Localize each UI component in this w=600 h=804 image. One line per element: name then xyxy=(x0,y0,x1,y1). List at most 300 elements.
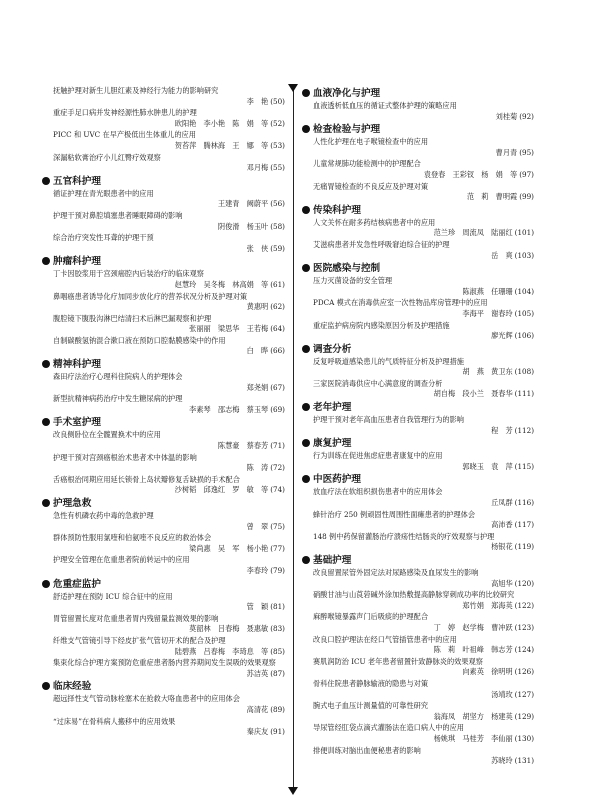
section-title: 基础护理 xyxy=(313,555,352,566)
article-authors: 陈淑燕 任珊珊 xyxy=(462,286,513,296)
section-title: 手术室护理 xyxy=(53,417,101,429)
article-authors: 李素琴 邵志梅 蔡玉琴 xyxy=(189,404,269,414)
article-authors: 郑竹娟 郑海英 xyxy=(462,600,513,610)
article-meta xyxy=(53,602,285,613)
section-bullet-icon xyxy=(302,125,310,133)
toc-entry[interactable] xyxy=(313,679,534,700)
toc-entry[interactable] xyxy=(53,153,285,174)
article-page-number: (58) xyxy=(270,221,285,231)
toc-entry[interactable] xyxy=(53,533,285,554)
article-title: 护理安全管理在危重患者院前转运中的应用 xyxy=(53,555,190,565)
section-bullet-icon xyxy=(42,580,50,588)
toc-entry[interactable] xyxy=(53,592,285,613)
article-title: “过床易”在骨科病人搬移中的应用效果 xyxy=(53,716,176,726)
toc-entry[interactable] xyxy=(313,276,534,297)
section-heading xyxy=(302,554,534,568)
toc-right-column xyxy=(313,86,534,768)
article-title: 护理干预对鼻腔填塞患者睡眠障碍的影响 xyxy=(53,210,183,220)
toc-entry[interactable] xyxy=(313,723,534,744)
toc-entry[interactable] xyxy=(313,612,534,633)
article-page-number: (104) xyxy=(514,286,534,296)
article-title: 超远择性支气管动脉栓塞术在抢救大咯血患者中的应用体会 xyxy=(53,694,240,704)
article-page-number: (119) xyxy=(514,542,534,552)
article-authors: 陈慧豪 蔡春芳 xyxy=(217,441,269,451)
article-title: 深漏粘软膏治疗小儿红臀疗效观察 xyxy=(53,152,161,162)
toc-entry[interactable] xyxy=(313,451,534,472)
article-authors: 梁尚惠 吴 军 杨小艳 xyxy=(189,543,269,553)
toc-entry[interactable] xyxy=(53,130,285,151)
article-page-number: (97) xyxy=(519,169,534,179)
article-page-number: (99) xyxy=(519,192,534,202)
article-authors: 沙树韬 邱逸红 罗 敏 等 xyxy=(174,485,269,495)
toc-entry[interactable] xyxy=(53,269,285,290)
article-meta xyxy=(313,712,534,723)
article-meta xyxy=(53,324,285,335)
article-title: 重症手足口病并发神经源性肺水肿患儿的护理 xyxy=(53,108,197,118)
article-page-number: (75) xyxy=(270,521,285,531)
article-authors: 曹月青 xyxy=(495,147,518,157)
section-title: 危重症监护 xyxy=(53,578,101,590)
article-authors: 阴俊滑 杨玉叶 xyxy=(217,221,269,231)
article-title: 硝酸甘油与山莨菪碱外涂加热敷提高静脉穿刺成功率的比较研究 xyxy=(313,590,515,600)
article-title: 鼻咽癌患者诱导化疗加同步放化疗的营养状况分析及护理对策 xyxy=(53,291,248,301)
toc-entry[interactable] xyxy=(313,415,534,436)
article-meta xyxy=(53,163,285,174)
section-heading xyxy=(302,123,534,137)
toc-entry[interactable] xyxy=(313,101,534,122)
article-page-number: (111) xyxy=(514,389,534,399)
toc-entry[interactable] xyxy=(313,746,534,767)
toc-entry[interactable] xyxy=(313,635,534,656)
column-divider-line xyxy=(293,84,294,787)
section-bullet-icon xyxy=(42,177,50,185)
toc-entry[interactable] xyxy=(313,379,534,400)
section-title: 调查分析 xyxy=(313,343,352,355)
divider-arrow-bottom-icon xyxy=(288,787,298,795)
section-bullet-icon xyxy=(302,206,310,214)
section-bullet-icon xyxy=(42,682,50,690)
article-page-number: (87) xyxy=(270,668,285,678)
article-title: 集束化综合护理方案预防危重症患者肠内营养期间发生误吸的效果观察 xyxy=(53,658,276,668)
article-meta xyxy=(313,690,534,701)
toc-entry[interactable] xyxy=(313,532,534,553)
article-authors: 杨银花 xyxy=(491,542,513,552)
article-page-number: (131) xyxy=(514,756,534,766)
article-authors: 胡自梅 段小兰 聂春华 xyxy=(433,389,513,399)
toc-entry[interactable] xyxy=(53,372,285,393)
article-authors: 汤靖玫 xyxy=(491,689,513,699)
toc-entry[interactable] xyxy=(53,336,285,357)
article-title: 行为训练在促进焦虑症患者康复中的应用 xyxy=(313,451,443,461)
article-meta xyxy=(313,228,534,239)
article-page-number: (112) xyxy=(514,425,534,435)
section-title: 血液净化与护理 xyxy=(313,88,381,99)
article-page-number: (83) xyxy=(270,624,285,634)
article-meta xyxy=(313,287,534,298)
section-bullet-icon xyxy=(302,439,310,447)
article-page-number: (79) xyxy=(270,565,285,575)
article-page-number: (115) xyxy=(514,461,534,471)
article-authors: 翁海凤 胡坚方 杨建英 xyxy=(433,711,513,721)
section-bullet-icon xyxy=(302,403,310,411)
article-page-number: (67) xyxy=(270,382,285,392)
article-page-number: (106) xyxy=(514,331,534,341)
article-meta xyxy=(53,624,285,635)
toc-entry[interactable] xyxy=(53,555,285,576)
article-page-number: (77) xyxy=(270,543,285,553)
article-page-number: (117) xyxy=(514,520,534,530)
toc-entry[interactable] xyxy=(53,430,285,451)
article-authors: 高清花 xyxy=(246,704,269,714)
article-page-number: (62) xyxy=(270,302,285,312)
article-meta xyxy=(313,112,534,123)
article-authors: 郭晓玉 袁 萍 xyxy=(462,461,513,471)
article-page-number: (92) xyxy=(519,111,534,121)
article-authors: 郑尧娟 xyxy=(246,382,269,392)
section-heading xyxy=(42,255,285,269)
article-authors: 李春玲 xyxy=(246,565,269,575)
section-title: 医院感染与控制 xyxy=(313,263,381,275)
article-title: 改良侧卧位在全髋置换术中的应用 xyxy=(53,430,161,440)
article-meta xyxy=(313,601,534,612)
article-meta xyxy=(313,251,534,262)
article-page-number: (55) xyxy=(270,163,285,173)
toc-entry[interactable] xyxy=(53,189,285,210)
article-authors: 丁 婷 赵学梅 曹冲跃 xyxy=(433,622,513,632)
article-meta xyxy=(313,498,534,509)
section-heading xyxy=(42,680,285,694)
article-title: 丁卡因胶浆用于宫颈癌腔内后装治疗的临床观察 xyxy=(53,269,204,279)
article-page-number: (52) xyxy=(270,118,285,128)
section-bullet-icon xyxy=(42,257,50,265)
article-page-number: (124) xyxy=(514,645,534,655)
article-meta xyxy=(53,199,285,210)
section-heading xyxy=(42,416,285,430)
article-title: 护理干预对老年高血压患者自我管理行为的影响 xyxy=(313,415,464,425)
article-page-number: (120) xyxy=(514,578,534,588)
toc-entry[interactable] xyxy=(313,218,534,239)
article-title: 急性有机磷农药中毒的急救护理 xyxy=(53,511,154,520)
article-page-number: (50) xyxy=(270,96,285,106)
toc-entry[interactable] xyxy=(53,511,285,532)
article-authors: 袁登春 王彩钗 杨 娟 等 xyxy=(423,169,518,179)
article-authors: 李 艳 xyxy=(246,96,269,106)
toc-entry[interactable] xyxy=(53,394,285,415)
article-title: 纤维支气管镜引导下经皮扩张气管切开术的配合及护理 xyxy=(53,635,226,645)
toc-entry[interactable] xyxy=(313,182,534,203)
article-authors: 曾 翠 xyxy=(246,521,269,531)
article-authors: 黄惠明 xyxy=(246,302,269,312)
article-meta xyxy=(313,192,534,203)
article-title: 人性化护理在电子喉镜检查中的应用 xyxy=(313,137,429,147)
toc-entry[interactable] xyxy=(313,159,534,180)
section-heading xyxy=(302,343,534,357)
article-title: 改良口腔护理法在经口气管插管患者中的应用 xyxy=(313,634,457,644)
toc-entry[interactable] xyxy=(53,292,285,313)
article-meta xyxy=(53,302,285,313)
section-bullet-icon xyxy=(302,345,310,353)
article-page-number: (53) xyxy=(270,140,285,150)
article-meta xyxy=(313,462,534,473)
article-authors: 张丽丽 梁思华 王若梅 xyxy=(189,324,269,334)
toc-entry[interactable] xyxy=(53,211,285,232)
article-title: 无痛胃镜检查的不良反应及护理对策 xyxy=(313,181,429,191)
article-page-number: (95) xyxy=(519,147,534,157)
article-title: 群体预防性服用氯喹和伯氨喹不良反应的救治体会 xyxy=(53,533,212,543)
article-meta xyxy=(53,544,285,555)
article-meta xyxy=(53,669,285,680)
article-authors: 王建青 阙蔚平 xyxy=(217,199,269,209)
toc-entry[interactable] xyxy=(313,321,534,342)
article-authors: 李海平 谢春玲 xyxy=(462,308,513,318)
article-title: 护理干预对宫颈癌根治术患者术中体温的影响 xyxy=(53,452,197,462)
toc-entry[interactable] xyxy=(313,240,534,261)
section-title: 康复护理 xyxy=(313,438,352,450)
article-meta xyxy=(313,623,534,634)
toc-entry[interactable] xyxy=(53,717,285,738)
toc-entry[interactable] xyxy=(313,137,534,158)
toc-entry[interactable] xyxy=(53,636,285,657)
article-title: 人文关怀在耐多药结核病患者中的应用 xyxy=(313,217,436,227)
section-heading xyxy=(42,175,285,189)
article-page-number: (103) xyxy=(514,250,534,260)
article-title: 导尿管经肛袋点滴式灌肠法在造口病人中的应用 xyxy=(313,723,464,733)
article-authors: 莫韶林 吕春梅 聂惠敏 xyxy=(189,624,269,634)
article-authors: 廖光辉 xyxy=(491,331,513,341)
section-bullet-icon xyxy=(302,89,310,97)
article-authors: 范兰珍 周流凤 陆丽红 xyxy=(433,228,513,238)
article-meta xyxy=(313,148,534,159)
article-meta xyxy=(313,331,534,342)
section-heading xyxy=(42,358,285,372)
section-title: 五官科护理 xyxy=(53,175,101,187)
article-meta xyxy=(313,389,534,400)
article-meta xyxy=(53,405,285,416)
article-meta xyxy=(53,705,285,716)
article-page-number: (61) xyxy=(270,279,285,289)
section-title: 老年护理 xyxy=(313,402,352,414)
article-authors: 高沛香 xyxy=(491,520,513,530)
toc-entry[interactable] xyxy=(53,658,285,679)
toc-entry[interactable] xyxy=(53,314,285,335)
article-page-number: (130) xyxy=(514,733,534,743)
article-meta xyxy=(313,756,534,767)
toc-entry[interactable] xyxy=(313,298,534,319)
toc-entry[interactable] xyxy=(53,233,285,254)
section-bullet-icon xyxy=(42,499,50,507)
article-authors: 岳 爽 xyxy=(491,250,513,260)
article-page-number: (129) xyxy=(514,711,534,721)
article-meta xyxy=(313,367,534,378)
article-title: 自制碳酸氢钠混合漱口液在预防口腔黏膜感染中的作用 xyxy=(53,335,226,345)
article-title: 血液透析低血压的循证式整体护理的策略应用 xyxy=(313,101,457,110)
article-authors: 苏洁英 xyxy=(246,668,269,678)
toc-entry[interactable] xyxy=(53,614,285,635)
article-page-number: (127) xyxy=(514,689,534,699)
toc-entry[interactable] xyxy=(53,86,285,107)
section-heading xyxy=(302,262,534,276)
section-heading xyxy=(302,473,534,487)
article-title: 胃管留置长度对危重患者胃内残留量监测效果的影响 xyxy=(53,613,219,623)
toc-entry[interactable] xyxy=(313,487,534,508)
article-page-number: (105) xyxy=(514,308,534,318)
article-meta xyxy=(53,244,285,255)
article-authors: 胡 燕 黄卫东 xyxy=(462,367,513,377)
section-heading xyxy=(302,204,534,218)
article-page-number: (101) xyxy=(514,228,534,238)
section-heading xyxy=(42,497,285,511)
section-bullet-icon xyxy=(302,264,310,272)
article-authors: 秦庆友 xyxy=(246,727,269,737)
section-heading xyxy=(42,578,285,592)
section-heading xyxy=(302,437,534,451)
article-meta xyxy=(53,647,285,658)
article-meta xyxy=(313,542,534,553)
article-meta xyxy=(313,579,534,590)
section-title: 检查检验与护理 xyxy=(313,124,381,136)
article-title: 压力灭菌设备的安全管理 xyxy=(313,276,393,286)
article-authors: 高旭华 xyxy=(491,578,513,588)
article-title: 骨科住院患者静脉输液的隐患与对策 xyxy=(313,678,429,688)
article-authors: 向素英 徐明明 xyxy=(462,667,513,677)
article-meta xyxy=(53,463,285,474)
article-authors: 程 芳 xyxy=(491,425,513,435)
article-meta xyxy=(313,734,534,745)
article-authors: 陈 涛 xyxy=(246,463,269,473)
article-authors: 邓月梅 xyxy=(246,163,269,173)
section-title: 传染科护理 xyxy=(313,204,361,216)
article-title: 腕式电子血压计测量值的可靠性研究 xyxy=(313,701,429,711)
article-authors: 杨姚琪 马桂芳 李仙丽 xyxy=(433,733,513,743)
article-page-number: (81) xyxy=(270,602,285,612)
article-page-number: (72) xyxy=(270,463,285,473)
section-title: 中医药护理 xyxy=(313,474,361,486)
article-title: 综合治疗突发性耳聋的护理干预 xyxy=(53,233,154,243)
article-meta xyxy=(53,485,285,496)
article-title: 改良留置尿管外固定法对尿路感染及血尿发生的影响 xyxy=(313,568,479,577)
article-title: 循证护理在青光眼患者中的应用 xyxy=(53,188,154,198)
toc-entry[interactable] xyxy=(313,357,534,378)
article-page-number: (85) xyxy=(270,646,285,656)
toc-entry[interactable] xyxy=(53,475,285,496)
article-meta xyxy=(53,566,285,577)
article-title: 艾滋病患者并发急性呼吸窘迫综合征的护理 xyxy=(313,239,450,249)
article-title: 新型抗精神病药治疗中发生糖尿病的护理 xyxy=(53,394,183,404)
article-page-number: (74) xyxy=(270,485,285,495)
toc-entry[interactable] xyxy=(313,590,534,611)
article-title: 舌癌根治同期应用延长锁骨上岛状瓣修复舌缺损的手术配合 xyxy=(53,474,240,484)
article-page-number: (122) xyxy=(514,600,534,610)
article-authors: 范 莉 曹明霞 xyxy=(466,192,518,202)
article-title: 蜂针治疗 250 例顽固性周围性面瘫患者的护理体会 xyxy=(313,509,476,519)
article-authors: 陈 莉 叶祖峰 韩志芳 xyxy=(433,645,513,655)
divider-arrow-top-icon xyxy=(288,84,298,92)
article-authors: 张 侠 xyxy=(246,243,269,253)
article-meta xyxy=(53,522,285,533)
article-authors: 刘桂菊 xyxy=(495,111,518,121)
article-page-number: (69) xyxy=(270,404,285,414)
article-page-number: (91) xyxy=(270,727,285,737)
article-title: PDCA 模式在消毒供应室一次性物品库房管理中的应用 xyxy=(313,298,488,308)
article-meta xyxy=(53,97,285,108)
article-title: 抚触护理对新生儿胆红素及神经行为能力的影响研究 xyxy=(53,86,219,95)
section-heading xyxy=(302,87,534,101)
article-title: 放血疗法在软组织损伤患者中的应用体会 xyxy=(313,487,443,497)
article-authors: 欧阳艳 李小艳 陈 娟 等 xyxy=(174,118,269,128)
article-authors: 陆碧燕 吕春梅 李琦息 等 xyxy=(174,646,269,656)
article-title: 排便训练对脑出血便秘患者的影响 xyxy=(313,745,421,755)
article-meta xyxy=(313,309,534,320)
section-title: 护理急救 xyxy=(53,498,92,509)
article-title: 儿童常规肺功能检测中的护理配合 xyxy=(313,159,421,169)
toc-entry[interactable] xyxy=(313,510,534,531)
section-title: 精神科护理 xyxy=(53,359,101,371)
toc-entry[interactable] xyxy=(313,568,534,589)
article-title: 重症监护病房院内感染原因分析及护理措施 xyxy=(313,320,450,330)
article-title: 反复呼吸道感染患儿的气质特征分析及护理措施 xyxy=(313,356,464,366)
article-meta xyxy=(313,667,534,678)
article-authors: 丘凤群 xyxy=(491,498,513,508)
toc-entry[interactable] xyxy=(313,701,534,722)
article-title: 赛肌润防治 ICU 老年患者留置针致静脉炎的效果观察 xyxy=(313,656,483,666)
article-authors: 贺苔萍 腾林海 王 娜 等 xyxy=(174,140,269,150)
section-bullet-icon xyxy=(302,475,310,483)
article-authors: 赵慧玲 吴冬梅 林高娟 等 xyxy=(174,279,269,289)
article-meta xyxy=(313,645,534,656)
article-page-number: (116) xyxy=(514,498,534,508)
toc-entry[interactable] xyxy=(53,108,285,129)
article-meta xyxy=(53,141,285,152)
article-meta xyxy=(53,383,285,394)
article-authors: 白 晔 xyxy=(246,346,269,356)
toc-left-column xyxy=(53,86,285,739)
article-page-number: (64) xyxy=(270,324,285,334)
article-authors: 管 颖 xyxy=(246,602,269,612)
article-page-number: (71) xyxy=(270,441,285,451)
article-page-number: (89) xyxy=(270,704,285,714)
article-page-number: (66) xyxy=(270,346,285,356)
article-page-number: (126) xyxy=(514,667,534,677)
article-meta xyxy=(313,170,534,181)
article-page-number: (56) xyxy=(270,199,285,209)
section-title: 临床经验 xyxy=(53,681,92,693)
section-bullet-icon xyxy=(42,360,50,368)
article-meta xyxy=(53,222,285,233)
article-page-number: (59) xyxy=(270,243,285,253)
article-meta xyxy=(53,727,285,738)
toc-entry[interactable] xyxy=(53,694,285,715)
article-meta xyxy=(313,426,534,437)
section-heading xyxy=(302,401,534,415)
article-page-number: (123) xyxy=(514,622,534,632)
article-meta xyxy=(53,346,285,357)
article-title: 腹腔镜下腹股沟淋巴结清扫术后淋巴漏观察和护理 xyxy=(53,313,212,323)
article-title: 舒适护理在预防 ICU 综合征中的应用 xyxy=(53,591,173,601)
article-authors: 苏晓玲 xyxy=(491,756,513,766)
article-page-number: (108) xyxy=(514,367,534,377)
section-title: 肿瘤科护理 xyxy=(53,256,101,268)
article-title: 森田疗法治疗心理科住院病人的护理体会 xyxy=(53,372,183,382)
toc-entry[interactable] xyxy=(313,657,534,678)
toc-entry[interactable] xyxy=(53,453,285,474)
article-title: PICC 和 UVC 在早产极低出生体重儿的应用 xyxy=(53,130,196,140)
article-title: 148 例中药保留灌肠治疗溃疡性结肠炎的疗效观察与护理 xyxy=(313,531,495,541)
article-meta xyxy=(53,119,285,130)
section-bullet-icon xyxy=(42,418,50,426)
section-bullet-icon xyxy=(302,556,310,564)
article-meta xyxy=(53,280,285,291)
article-meta xyxy=(313,520,534,531)
